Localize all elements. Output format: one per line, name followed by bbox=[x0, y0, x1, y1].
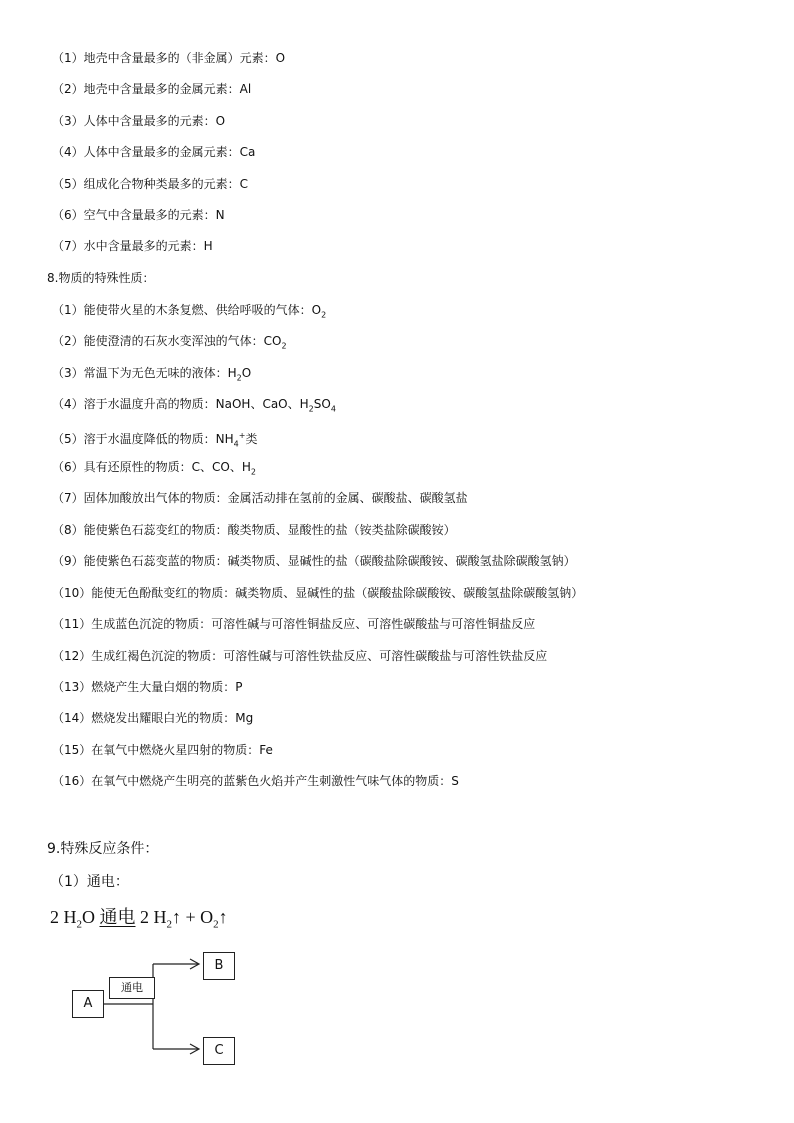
condition-label: 通电 bbox=[109, 977, 155, 999]
list-item: （10）能使无色酚酞变红的物质：碱类物质、显碱性的盐（碳酸盐除碳酸铵、碳酸氢盐除碳酸氢钠） bbox=[52, 586, 584, 600]
list-item: （6）具有还原性的物质：C、CO、$H_2$ bbox=[52, 460, 256, 477]
list-item: （7）固体加酸放出气体的物质：金属活动排在氢前的金属、碳酸盐、碳酸氢盐 bbox=[52, 491, 468, 505]
section-title: 9.特殊反应条件： bbox=[47, 841, 159, 857]
list-item: （14）燃烧发出耀眼白光的物质：Mg bbox=[52, 711, 254, 725]
list-item: （15）在氧气中燃烧火星四射的物质：Fe bbox=[52, 743, 273, 757]
list-item: （1）能使带火星的木条复燃、供给呼吸的气体：$O_2$ bbox=[52, 303, 327, 320]
reaction-condition: 通电 bbox=[99, 907, 136, 927]
node-b: B bbox=[203, 952, 235, 980]
list-item: （2）地壳中含量最多的金属元素：Al bbox=[52, 82, 252, 96]
list-item: （8）能使紫色石蕊变红的物质：酸类物质、显酸性的盐（铵类盐除碳酸铵） bbox=[52, 523, 456, 537]
list-item: （1）地壳中含量最多的（非金属）元素：O bbox=[52, 51, 286, 65]
node-c: C bbox=[203, 1037, 235, 1065]
subsection-title: （1）通电： bbox=[50, 874, 129, 890]
list-item: （11）生成蓝色沉淀的物质：可溶性碱与可溶性铜盐反应、可溶性碳酸盐与可溶性铜盐反应 bbox=[52, 617, 536, 631]
list-item: （3）人体中含量最多的元素：O bbox=[52, 114, 226, 128]
electrolysis-equation: 2 $H_2O$ 通电 2 $H_2↑$ + $O_2↑$ bbox=[50, 907, 228, 931]
list-item: （4）人体中含量最多的金属元素：Ca bbox=[52, 145, 256, 159]
list-item: （16）在氧气中燃烧产生明亮的蓝紫色火焰并产生刺激性气味气体的物质：S bbox=[52, 774, 459, 788]
list-item: （13）燃烧产生大量白烟的物质：P bbox=[52, 680, 243, 694]
node-a: A bbox=[72, 990, 104, 1018]
list-item: （4）溶于水温度升高的物质：NaOH、CaO、$H_2SO_4$ bbox=[52, 397, 336, 414]
list-item: （12）生成红褐色沉淀的物质：可溶性碱与可溶性铁盐反应、可溶性碳酸盐与可溶性铁盐反应 bbox=[52, 649, 548, 663]
section-title: 8.物质的特殊性质： bbox=[47, 271, 155, 285]
list-item: （5）溶于水温度降低的物质：$NH_4^+$类 bbox=[52, 431, 258, 449]
list-item: （5）组成化合物种类最多的元素：C bbox=[52, 177, 249, 191]
list-item: （7）水中含量最多的元素：H bbox=[52, 239, 213, 253]
list-item: （9）能使紫色石蕊变蓝的物质：碱类物质、显碱性的盐（碳酸盐除碳酸铵、碳酸氢盐除碳酸氢钠） bbox=[52, 554, 576, 568]
list-item: （3）常温下为无色无味的液体：$H_2O$ bbox=[52, 366, 252, 383]
list-item: （6）空气中含量最多的元素：N bbox=[52, 208, 225, 222]
list-item: （2）能使澄清的石灰水变浑浊的气体：$CO_2$ bbox=[52, 334, 287, 351]
